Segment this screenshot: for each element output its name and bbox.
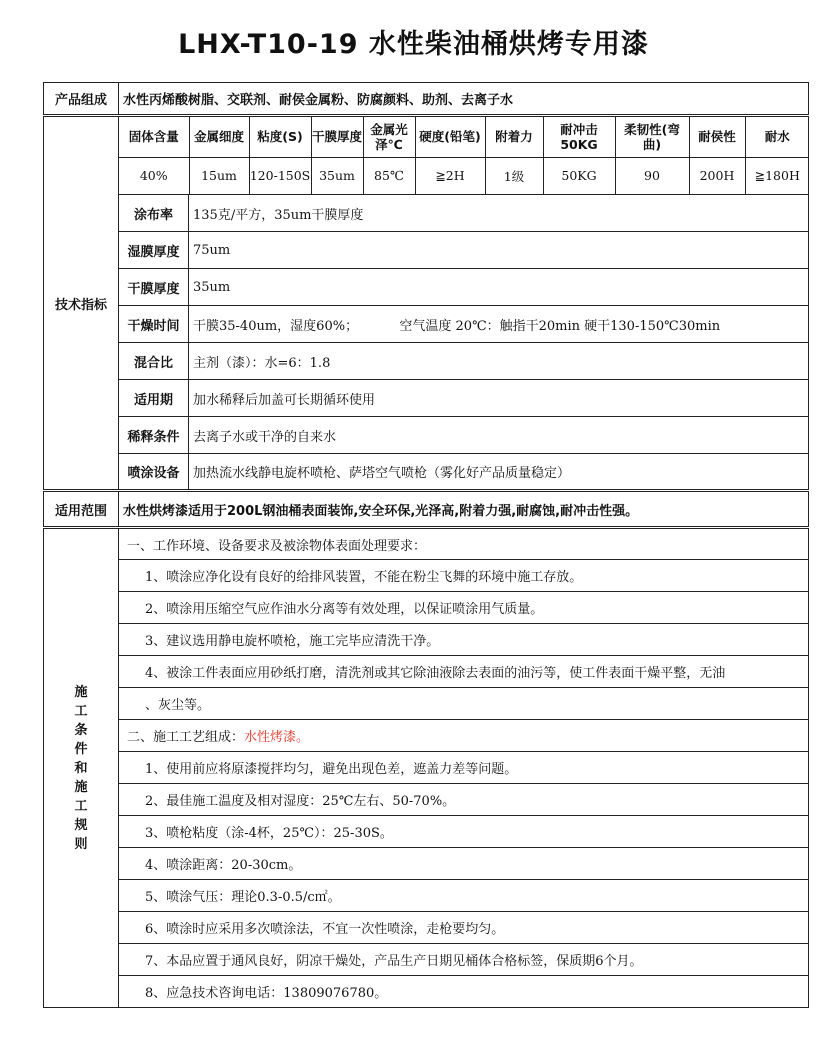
tech-value: 50KG bbox=[543, 157, 615, 194]
tech-header: 附着力 bbox=[485, 117, 543, 157]
tech-value: ≧2H bbox=[415, 157, 485, 194]
rules-label-char: 件 bbox=[74, 741, 88, 757]
tech-label: 技术指标 bbox=[44, 116, 119, 491]
rule-item: 1、喷涂应净化设有良好的给排风装置，不能在粉尘飞舞的环境中施工存放。 bbox=[119, 560, 809, 592]
rule-item: 1、使用前应将原漆搅拌均匀，避免出现色差，遮盖力差等问题。 bbox=[119, 752, 809, 784]
tech-value: 1级 bbox=[485, 157, 543, 194]
tech-value: 120-150S bbox=[249, 157, 311, 194]
wet-film-label: 湿膜厚度 bbox=[119, 232, 189, 269]
section2-prefix: 二、施工工艺组成： bbox=[127, 730, 245, 745]
tech-value: 90 bbox=[615, 157, 689, 194]
tech-sub-row bbox=[44, 343, 809, 380]
tech-header-row bbox=[119, 117, 809, 157]
spray-equipment-label: 喷涂设备 bbox=[119, 454, 189, 491]
rules-row bbox=[44, 528, 809, 560]
tech-value: 35um bbox=[311, 157, 363, 194]
rules-label-char: 则 bbox=[74, 836, 88, 852]
tech-value: 40% bbox=[119, 157, 189, 194]
rules-row bbox=[44, 560, 809, 592]
composition-value: 水性丙烯酸树脂、交联剂、耐侯金属粉、防腐颜料、助剂、去离子水 bbox=[119, 83, 809, 116]
tech-value: ≧180H bbox=[745, 157, 809, 194]
spec-table bbox=[43, 82, 809, 1008]
rules-row bbox=[44, 656, 809, 688]
rule-item: 3、建议选用静电旋杯喷枪，施工完毕应清洗干净。 bbox=[119, 624, 809, 656]
coverage-label: 涂布率 bbox=[119, 195, 189, 232]
section1-heading: 一、工作环境、设备要求及被涂物体表面处理要求： bbox=[119, 528, 809, 560]
composition-label: 产品组成 bbox=[44, 83, 119, 116]
tech-sub-row bbox=[44, 417, 809, 454]
coverage-value: 135克/平方，35um干膜厚度 bbox=[189, 195, 809, 232]
tech-sub-row bbox=[44, 232, 809, 269]
tech-header: 耐冲击50KG bbox=[543, 117, 615, 157]
tech-header: 耐侯性 bbox=[689, 117, 745, 157]
rules-row bbox=[44, 848, 809, 880]
thinner-value: 去离子水或干净的自来水 bbox=[189, 417, 809, 454]
rule-item: 7、本品应置于通风良好，阴凉干燥处，产品生产日期见桶体合格标签，保质期6个月。 bbox=[119, 944, 809, 976]
rules-label-char: 和 bbox=[74, 760, 88, 776]
rules-label-char: 工 bbox=[74, 798, 88, 814]
rules-label-char: 施 bbox=[74, 779, 88, 795]
tech-grid bbox=[119, 117, 809, 194]
rule-item: 、灰尘等。 bbox=[119, 688, 809, 720]
rules-row bbox=[44, 752, 809, 784]
rules-row bbox=[44, 784, 809, 816]
rules-label-char: 规 bbox=[74, 817, 88, 833]
rule-item: 5、喷涂气压：理论0.3-0.5/c㎡。 bbox=[119, 880, 809, 912]
rule-item: 2、喷涂用压缩空气应作油水分离等有效处理，以保证喷涂用气质量。 bbox=[119, 592, 809, 624]
rule-item: 8、应急技术咨询电话：13809076780。 bbox=[119, 976, 809, 1008]
tech-header: 粘度(S) bbox=[249, 117, 311, 157]
rule-item: 3、喷枪粘度（涂-4杯，25℃）：25-30S。 bbox=[119, 816, 809, 848]
wet-film-value: 75um bbox=[189, 232, 809, 269]
tech-sub-row bbox=[44, 380, 809, 417]
rule-item: 6、喷涂时应采用多次喷涂法，不宜一次性喷涂，走枪要均匀。 bbox=[119, 912, 809, 944]
tech-value: 200H bbox=[689, 157, 745, 194]
tech-header: 金属光泽℃ bbox=[363, 117, 415, 157]
rules-row bbox=[44, 688, 809, 720]
rules-row bbox=[44, 880, 809, 912]
rules-label-text bbox=[44, 683, 118, 854]
dry-film-value: 35um bbox=[189, 269, 809, 306]
tech-sub-row bbox=[44, 454, 809, 491]
tech-header: 干膜厚度 bbox=[311, 117, 363, 157]
section2-heading bbox=[119, 720, 809, 752]
scope-row bbox=[44, 491, 809, 528]
rules-label-char: 工 bbox=[74, 703, 88, 719]
rules-row bbox=[44, 976, 809, 1008]
tech-sub-row bbox=[44, 269, 809, 306]
rule-item: 4、被涂工件表面应用砂纸打磨，清洗剂或其它除油液除去表面的油污等，使工件表面干燥平整，无油 bbox=[119, 656, 809, 688]
drying-time-value: 干膜35-40um，湿度60%； 空气温度 20℃：触指干20min 硬干130-150℃30min bbox=[189, 306, 809, 343]
rule-item: 4、喷涂距离：20-30cm。 bbox=[119, 848, 809, 880]
rules-row bbox=[44, 720, 809, 752]
dry-film-label: 干膜厚度 bbox=[119, 269, 189, 306]
pot-life-label: 适用期 bbox=[119, 380, 189, 417]
rules-label-char: 条 bbox=[74, 722, 88, 738]
tech-value: 85℃ bbox=[363, 157, 415, 194]
tech-header: 固体含量 bbox=[119, 117, 189, 157]
pot-life-value: 加水稀释后加盖可长期循环使用 bbox=[189, 380, 809, 417]
scope-label: 适用范围 bbox=[44, 491, 119, 528]
rules-row bbox=[44, 912, 809, 944]
mix-ratio-label: 混合比 bbox=[119, 343, 189, 380]
tech-table-row bbox=[44, 116, 809, 195]
rule-item: 2、最佳施工温度及相对湿度：25℃左右、50-70%。 bbox=[119, 784, 809, 816]
tech-header: 硬度(铅笔) bbox=[415, 117, 485, 157]
tech-header: 柔韧性(弯曲) bbox=[615, 117, 689, 157]
composition-row bbox=[44, 83, 809, 116]
tech-sub-row bbox=[44, 195, 809, 232]
drying-time-label: 干燥时间 bbox=[119, 306, 189, 343]
rules-row bbox=[44, 624, 809, 656]
tech-header: 金属细度 bbox=[189, 117, 249, 157]
thinner-label: 稀释条件 bbox=[119, 417, 189, 454]
scope-value: 水性烘烤漆适用于200L钢油桶表面装饰,安全环保,光泽高,附着力强,耐腐蚀,耐冲击性强。 bbox=[119, 491, 809, 528]
section2-highlight: 水性烤漆。 bbox=[244, 730, 310, 745]
rules-row bbox=[44, 944, 809, 976]
rules-label bbox=[44, 528, 119, 1008]
tech-value-row bbox=[119, 157, 809, 194]
tech-header: 耐水 bbox=[745, 117, 809, 157]
mix-ratio-value: 主剂（漆）：水=6：1.8 bbox=[189, 343, 809, 380]
spray-equipment-value: 加热流水线静电旋杯喷枪、萨塔空气喷枪（雾化好产品质量稳定） bbox=[189, 454, 809, 491]
page-title: LHX-T10-19 水性柴油桶烘烤专用漆 bbox=[178, 29, 649, 60]
tech-grid-cell bbox=[119, 116, 809, 195]
rules-row bbox=[44, 816, 809, 848]
rules-label-char: 施 bbox=[74, 684, 88, 700]
tech-sub-row bbox=[44, 306, 809, 343]
tech-value: 15um bbox=[189, 157, 249, 194]
rules-row bbox=[44, 592, 809, 624]
